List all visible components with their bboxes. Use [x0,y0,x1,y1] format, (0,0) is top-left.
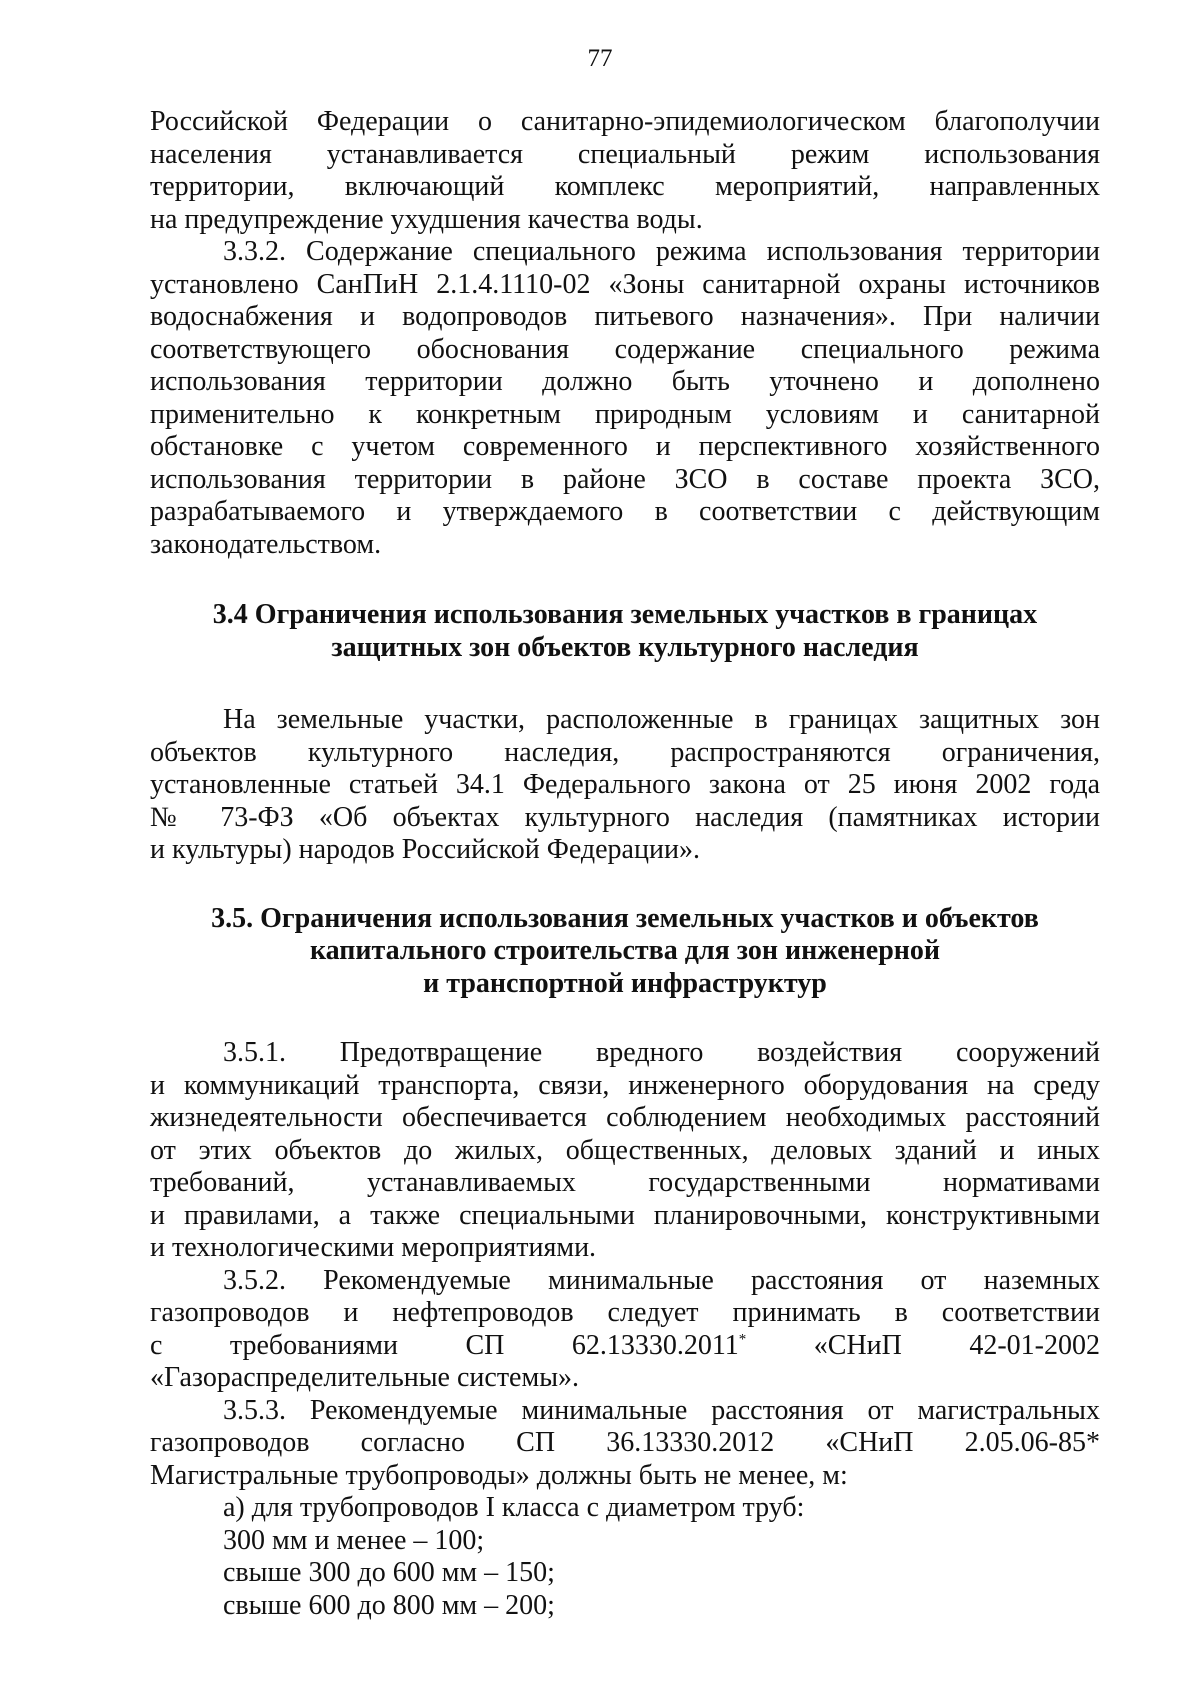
text-line: жизнедеятельности обеспечивается соблюдением необходимых расстояний [150,1102,1100,1133]
list-item: свыше 300 до 600 мм – 150; [223,1557,555,1588]
text-line: 3.3.2. Содержание специального режима использования территории [223,236,1100,267]
heading-line: защитных зон объектов культурного наследия [331,631,919,663]
paragraph-333-tail [150,106,1100,236]
text-line: использования территории в районе ЗСО в составе проекта ЗСО, [150,463,1100,495]
text-line: населения устанавливается специальный режим использования [150,138,1100,170]
text-line: требований, устанавливаемых государственными нормативами [150,1167,1100,1198]
text-line: газопроводов согласно СП 36.13330.2012 «СНиП 2.05.06-85* [150,1427,1100,1458]
heading-line: 3.4 Ограничения использования земельных участков в границах [212,599,1038,630]
text-line: газопроводов и нефтепроводов следует принимать в соответствии [150,1297,1100,1328]
paragraph-3-3-2 [150,236,1100,561]
text-line: законодательством. [150,528,382,560]
text-line: и коммуникаций транспорта, связи, инженерного оборудования на среду [150,1069,1100,1101]
text-line: применительно к конкретным природным условиям и санитарной [150,398,1100,430]
text-line: использования территории должно быть уточнено и дополнено [150,366,1100,397]
footnote-asterisk: * [738,1331,747,1348]
text-line-with-superscript [150,1330,1100,1363]
text-line: Магистральные трубопроводы» должны быть не менее, м: [150,1459,848,1491]
text-line: 3.5.3. Рекомендуемые минимальные расстояния от магистральных [223,1394,1100,1426]
text-line: от этих объектов до жилых, общественных, деловых зданий и иных [150,1134,1100,1166]
text-line: и технологическими мероприятиями. [150,1232,597,1263]
text-line: объектов культурного наследия, распространяются ограничения, [150,736,1100,768]
text-line: и культуры) народов Российской Федерации». [150,834,700,865]
page-content [150,106,1100,1622]
section-heading-3-4 [150,599,1100,664]
text-line: территории, включающий комплекс мероприятий, направленных [150,171,1100,202]
heading-line: капитального строительства для зон инженерной [309,935,941,966]
text-line: установлено СанПиН 2.1.4.1110-02 «Зоны санитарной охраны источников [150,268,1100,300]
section-heading-3-5 [150,903,1100,1001]
list-item: свыше 600 до 800 мм – 200; [223,1589,555,1621]
page-number: 77 [587,45,613,72]
paragraph-3-4 [150,704,1100,867]
text-line: На земельные участки, расположенные в границах защитных зон [223,704,1100,735]
paragraph-3-5-1 [150,1037,1100,1265]
text-line: разрабатываемого и утверждаемого в соответствии с действующим [150,496,1100,527]
text-line: 3.5.2. Рекомендуемые минимальные расстояния от наземных [223,1264,1100,1296]
text-line: установленные статьей 34.1 Федерального закона от 25 июня 2002 года [150,769,1100,800]
text-line: 3.5.1. Предотвращение вредного воздействия сооружений [223,1037,1100,1068]
text-line: обстановке с учетом современного и перспективного хозяйственного [150,431,1100,462]
text-line: на предупреждение ухудшения качества воды. [150,203,703,235]
text-line: водоснабжения и водопроводов питьевого назначения». При наличии [150,301,1100,332]
text-line: «Газораспределительные системы». [150,1362,580,1393]
text-line: Российской Федерации о санитарно-эпидемиологическом благополучии [150,106,1100,137]
distance-list [150,1492,1100,1622]
heading-line: и транспортной инфраструктур [423,967,827,999]
text-span: «СНиП 42-01-2002 [746,1329,1100,1361]
list-item: а) для трубопроводов I класса с диаметром труб: [223,1492,805,1523]
heading-line: 3.5. Ограничения использования земельных участков и объектов [211,902,1039,934]
list-item: 300 мм и менее – 100; [223,1524,485,1556]
text-span: с требованиями СП 62.13330.2011 [150,1329,739,1361]
text-line: № 73-ФЗ «Об объектах культурного наследия (памятниках истории [150,801,1100,833]
text-line: и правилами, а также специальными планировочными, конструктивными [150,1199,1100,1231]
paragraph-3-5-3 [150,1395,1100,1493]
paragraph-3-5-2 [150,1265,1100,1395]
text-line: соответствующего обоснования содержание специального режима [150,333,1100,365]
